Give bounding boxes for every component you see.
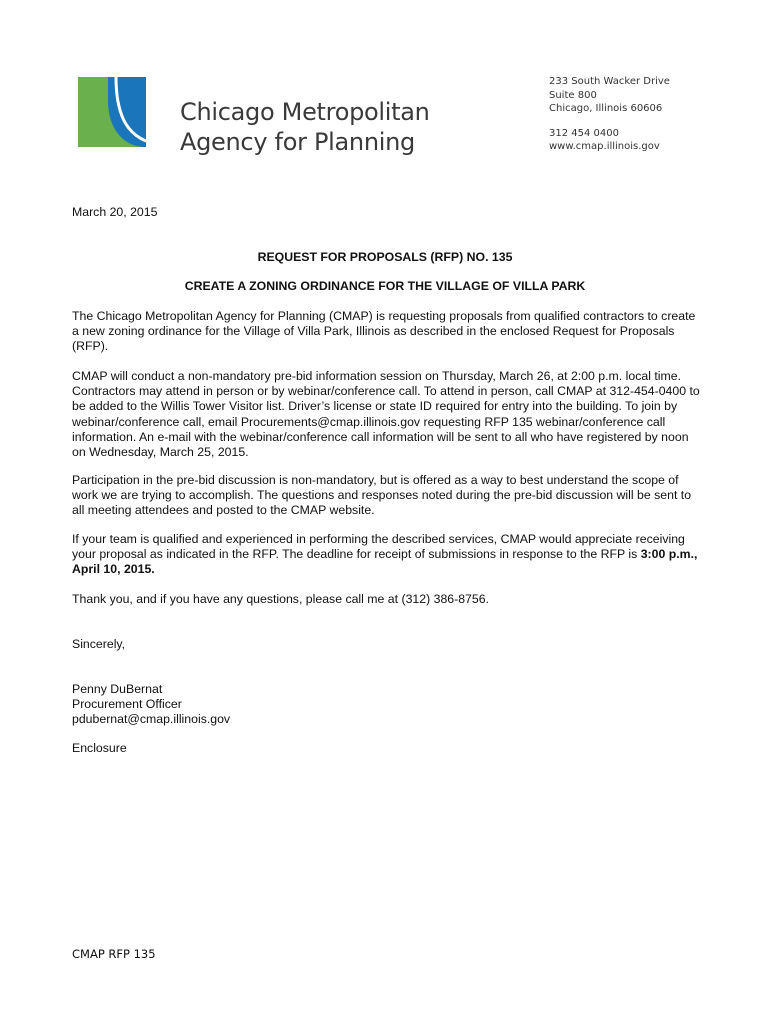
org-name	[180, 97, 520, 157]
signature-title: Procurement Officer	[72, 697, 182, 711]
address-suite: Suite 800	[549, 89, 597, 101]
participation-paragraph: Participation in the pre-bid discussion is non-mandatory, but is offered as a way to best understand the scope of work we are trying to accomplish. The questions and responses noted during the pre-bid discussion will be sent to all meeting attendees and posted to the CMAP website.	[72, 473, 692, 518]
address-street: 233 South Wacker Drive	[549, 76, 670, 87]
org-address	[549, 75, 749, 154]
deadline-date: 3:00 p.m., April 10, 2015.	[72, 547, 698, 577]
cmap-logo-icon	[78, 77, 146, 147]
pre-bid-session-paragraph: CMAP will conduct a non-mandatory pre-bid information session on Thursday, March 26, at 2:00 p.m. local time. Contractors may attend in person or by webinar/conference call. To attend in person, call CMAP at 312-454-0400 to be added to the Willis Tower Visitor list. Driver’s license or state ID required for entry into the building. To join by webinar/conference call, email Procurements@cmap.illinois.gov requesting RFP 135 webinar/conference call information. An e-mail with the webinar/conference call information will be sent to all who have registered by noon on Wednesday, March 25, 2015.	[72, 369, 700, 460]
closing: Sincerely,	[72, 637, 126, 651]
enclosure-note: Enclosure	[72, 741, 127, 755]
deadline-paragraph	[72, 532, 700, 578]
contact-paragraph: Thank you, and if you have any questions, please call me at (312) 386-8756.	[72, 592, 489, 606]
org-name-line2: Agency for Planning	[180, 128, 415, 156]
org-name-line1: Chicago Metropolitan	[180, 98, 430, 126]
org-website: www.cmap.illinois.gov	[549, 141, 660, 152]
org-phone: 312 454 0400	[549, 127, 619, 139]
rfp-title-heading: CREATE A ZONING ORDINANCE FOR THE VILLAGE OF VILLA PARK	[184, 279, 586, 293]
signature-email: pdubernat@cmap.illinois.gov	[72, 712, 231, 726]
letter-date: March 20, 2015	[72, 205, 158, 219]
rfp-number-heading: REQUEST FOR PROPOSALS (RFP) NO. 135	[257, 250, 513, 264]
address-city: Chicago, Illinois 60606	[549, 103, 663, 114]
page-footer: CMAP RFP 135	[72, 947, 156, 961]
intro-paragraph: The Chicago Metropolitan Agency for Planning (CMAP) is requesting proposals from qualified contractors to create a new zoning ordinance for the Village of Villa Park, Illinois as described in the enclosed Request for Proposals (RFP).	[72, 309, 696, 354]
deadline-paragraph-text: If your team is qualified and experienced in performing the described services, CMAP would appreciate receiving your proposal as indicated in the RFP. The deadline for receipt of submissions in response to the RFP is	[72, 532, 685, 562]
signature-name: Penny DuBernat	[72, 682, 163, 696]
